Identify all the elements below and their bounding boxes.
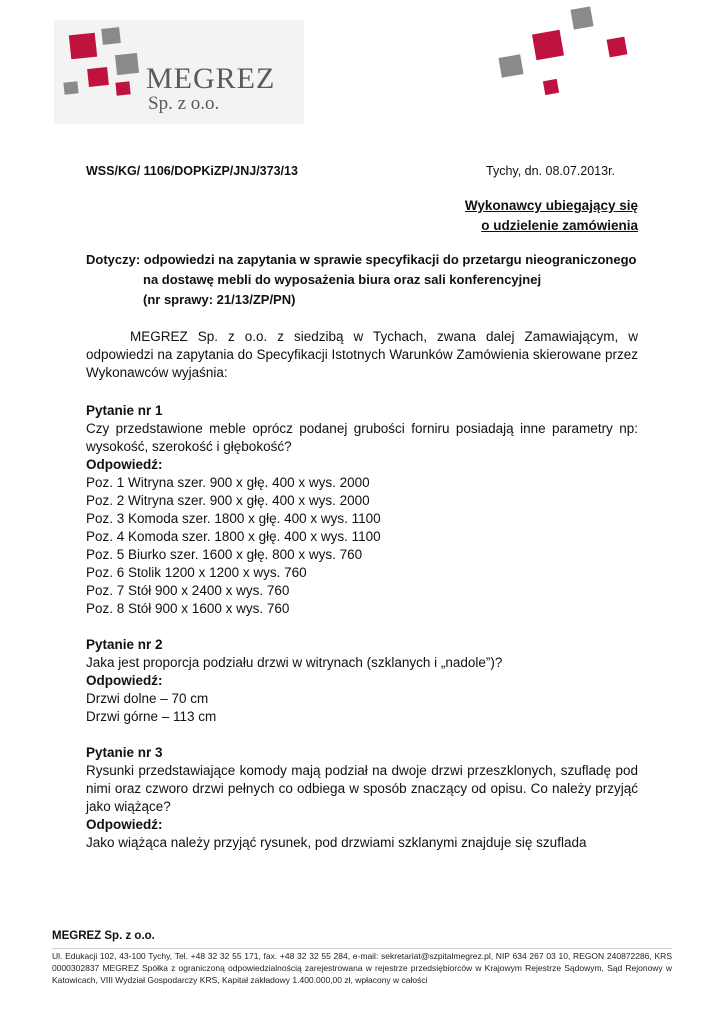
question-text: Jaka jest proporcja podziału drzwi w witrynach (szklanych i „nadole”)? [86,655,503,670]
answer-line: Jako wiążąca należy przyjąć rysunek, pod drzwiami szklanymi znajduje się szuflada [86,835,587,850]
answer-line: Poz. 1 Witryna szer. 900 x głę. 400 x wys. 2000 [86,475,370,490]
question-text: Czy przedstawione meble oprócz podanej grubości forniru posiadają inne parametry np: wysokość, szerokość i głębokość? [86,421,638,454]
logo-square-red-large [69,33,97,60]
letter-body [86,328,638,852]
document-date: Tychy, dn. 08.07.2013r. [486,164,616,178]
deco-square-red-bottom [543,79,559,95]
answer-line: Drzwi górne – 113 cm [86,709,217,724]
answer-line: Poz. 3 Komoda szer. 1800 x głę. 400 x wys. 1100 [86,511,381,526]
logo-square-gray-mid [115,53,139,75]
question-title: Pytanie nr 2 [86,637,163,652]
logo-square-red-mid [87,67,109,87]
deco-square-gray-top [570,6,593,29]
subject-line-1: Dotyczy: odpowiedzi na zapytania w sprawie specyfikacji do przetargu nieograniczonego [86,252,637,267]
logo-name: MEGREZ [146,62,276,95]
logo-subtitle: Sp. z o.o. [148,93,220,114]
question-text: Rysunki przedstawiające komody mają podział na dwoje drzwi przeszklonych, szufladę pod nimi oraz czworo drzwi pełnych co odbiega w sposób znaczący od opisu. Co należy przyjąć jako wiążące? [86,763,638,814]
footer-divider [52,948,672,949]
question-block-1 [86,402,638,618]
answer-line: Poz. 7 Stół 900 x 2400 x wys. 760 [86,583,290,598]
question-title: Pytanie nr 1 [86,403,163,418]
answer-line: Poz. 5 Biurko szer. 1600 x głę. 800 x wys. 760 [86,547,363,562]
company-logo [54,20,304,124]
recipients [465,196,638,236]
recipients-line-1: Wykonawcy ubiegający się [464,198,638,213]
deco-square-red-large [532,30,564,60]
question-block-3 [86,744,638,852]
subject [86,250,646,310]
footer-company-details: Ul. Edukacji 102, 43-100 Tychy, Tel. +48 32 32 55 171, fax. +48 32 32 55 284, e-mail: sekretariat@szpitalmegrez.pl, NIP 634 267 03 10, REGON 240872286, KRS 0000302837 MEGREZ Spółka z ograniczoną odpowiedzialnością zarejestrowana w rejestrze przedsiębiorców w Krajowym Rejestrze Sądowym, Sąd Rejonowy w Katowicach, VIII Wydział Gospodarczy KRS, Kapitał zakładowy 1.400.000,00 zł, wpłacony w całości [52,951,672,985]
recipients-line-2: o udzielenie zamówienia [481,218,638,233]
question-title: Pytanie nr 3 [86,745,163,760]
intro-paragraph: MEGREZ Sp. z o.o. z siedzibą w Tychach, zwana dalej Zamawiającym, w odpowiedzi na zapytania do Specyfikacji Istotnych Warunków Zamówienia skierowane przez Wykonawców wyjaśnia: [86,329,638,380]
question-block-2 [86,636,638,726]
logo-square-gray-small [63,81,78,94]
answer-title: Odpowiedź: [86,673,163,688]
answer-title: Odpowiedź: [86,817,163,832]
deco-square-red-right [607,37,628,58]
answer-line: Poz. 2 Witryna szer. 900 x głę. 400 x wys. 2000 [86,493,370,508]
subject-line-2: na dostawę mebli do wyposażenia biura oraz sali konferencyjnej [143,272,542,287]
answer-line: Poz. 4 Komoda szer. 1800 x głę. 400 x wys. 1100 [86,529,381,544]
answer-title: Odpowiedź: [86,457,163,472]
deco-square-gray-left [498,54,523,78]
answer-line: Drzwi dolne – 70 cm [86,691,209,706]
decorative-squares-icon [490,0,650,120]
answer-line: Poz. 8 Stół 900 x 1600 x wys. 760 [86,601,290,616]
answer-line: Poz. 6 Stolik 1200 x 1200 x wys. 760 [86,565,307,580]
logo-square-gray-top [101,27,121,45]
footer-company-name: MEGREZ Sp. z o.o. [52,930,155,942]
subject-line-3: (nr sprawy: 21/13/ZP/PN) [143,292,296,307]
logo-square-red-small [115,81,130,95]
document-reference: WSS/KG/ 1106/DOPKiZP/JNJ/373/13 [86,164,298,178]
